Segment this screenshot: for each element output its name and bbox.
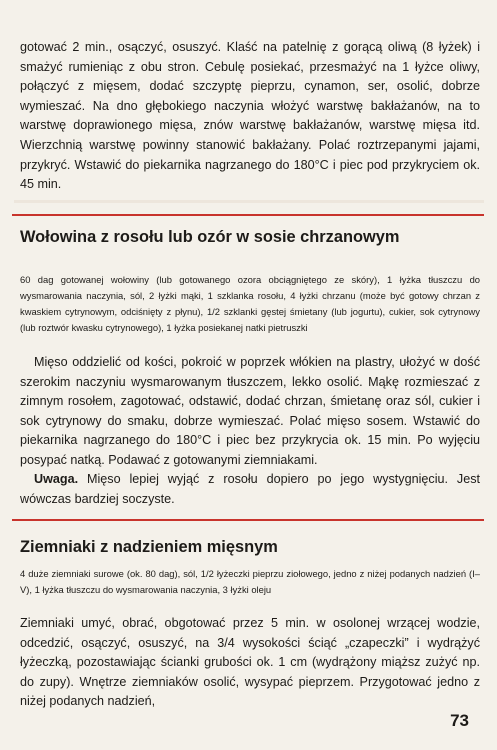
recipe-title-beef: Wołowina z rosołu lub ozór w sosie chrzanowym xyxy=(20,228,400,246)
show-through xyxy=(14,200,484,203)
recipe-ingredients-beef: 60 dag gotowanej wołowiny (lub gotowanego ozora obciągniętego ze skóry), 1 łyżka tłuszczu do wysmarowania naczynia, sól, 2 łyżki mąki, 1 szklanka rosołu, 4 łyżki chrzanu (może być gotowy chrzan z kwaskiem cytrynowym, odciśnięty z płynu), 1/2 szklanki gęstej śmietany (lub jogurtu), cukier, sok cytrynowy (lub roztwór kwasku cytrynowego), 1 łyżka posiekanej natki pietruszki xyxy=(20,274,480,333)
recipe-method-potatoes: Ziemniaki umyć, obrać, obgotować przez 5 min. w osolonej wrzącej wodzie, odcedzić, osączyć, osuszyć, na 3/4 wysokości ściąć „czapeczki” i wydrążyć łyżeczką, pozostawiając ścianki grubości ok. 1 cm (wydrążony miąższ zużyć np. do zupy). Wnętrze ziemniaków osolić, wysypać pieprzem. Przygotować jedno z niżej podanych nadzień, xyxy=(20,616,480,709)
section-divider xyxy=(12,519,484,521)
intro-paragraph: gotować 2 min., osączyć, osuszyć. Klaść na patelnię z gorącą oliwą (8 łyżek) i smażyć rumieniąc z obu stron. Cebulę posiekać, przesmażyć na 1 łyżce oliwy, połączyć z mięsem, dodać szczyptę pieprzu, cynamon, ser, osolić, dobrze wymieszać. Na dno głębokiego naczynia włożyć warstwę bakłażanów, na to warstwę doprawionego mięsa, znów warstwę bakłażanów, warstwę mięsa itd. Wierzchnią warstwę powinny stanowić bakłażany. Polać roztrzepanymi jajami, przykryć. Wstawić do piekarnika nagrzanego do 180°C i piec pod przykryciem ok. 45 min. xyxy=(20,40,480,192)
note-text: Mięso lepiej wyjąć z rosołu dopiero po jego wystygnięciu. Jest wówczas bardziej soczyste. xyxy=(20,472,480,506)
recipe-note-beef xyxy=(20,470,480,509)
recipe-ingredients-potatoes: 4 duże ziemniaki surowe (ok. 80 dag), sól, 1/2 łyżeczki pieprzu ziołowego, jedno z niżej podanych nadzień (I–V), 1 łyżka tłuszczu do wysmarowania naczynia, 3 łyżki oleju xyxy=(20,568,480,595)
section-divider xyxy=(12,214,484,216)
recipe-title-potatoes: Ziemniaki z nadzieniem mięsnym xyxy=(20,538,278,556)
page-number: 73 xyxy=(450,711,469,730)
recipe-method-beef: Mięso oddzielić od kości, pokroić w poprzek włókien na plastry, ułożyć w dość szerokim naczyniu wysmarowanym tłuszczem, lekko osolić. Mąkę rozmieszać z zimnym rosołem, zagotować, odstawić, dodać chrzan, śmietanę oraz sól, cukier i sok cytrynowy do smaku, dobrze wymieszać. Polać mięso sosem. Wstawić do piekarnika nagrzanego do 180°C i piec bez przykrycia ok. 15 min. Po wyjęciu posypać natką. Podawać z gotowanymi ziemniakami. xyxy=(20,355,480,467)
note-label: Uwaga. xyxy=(34,472,79,486)
